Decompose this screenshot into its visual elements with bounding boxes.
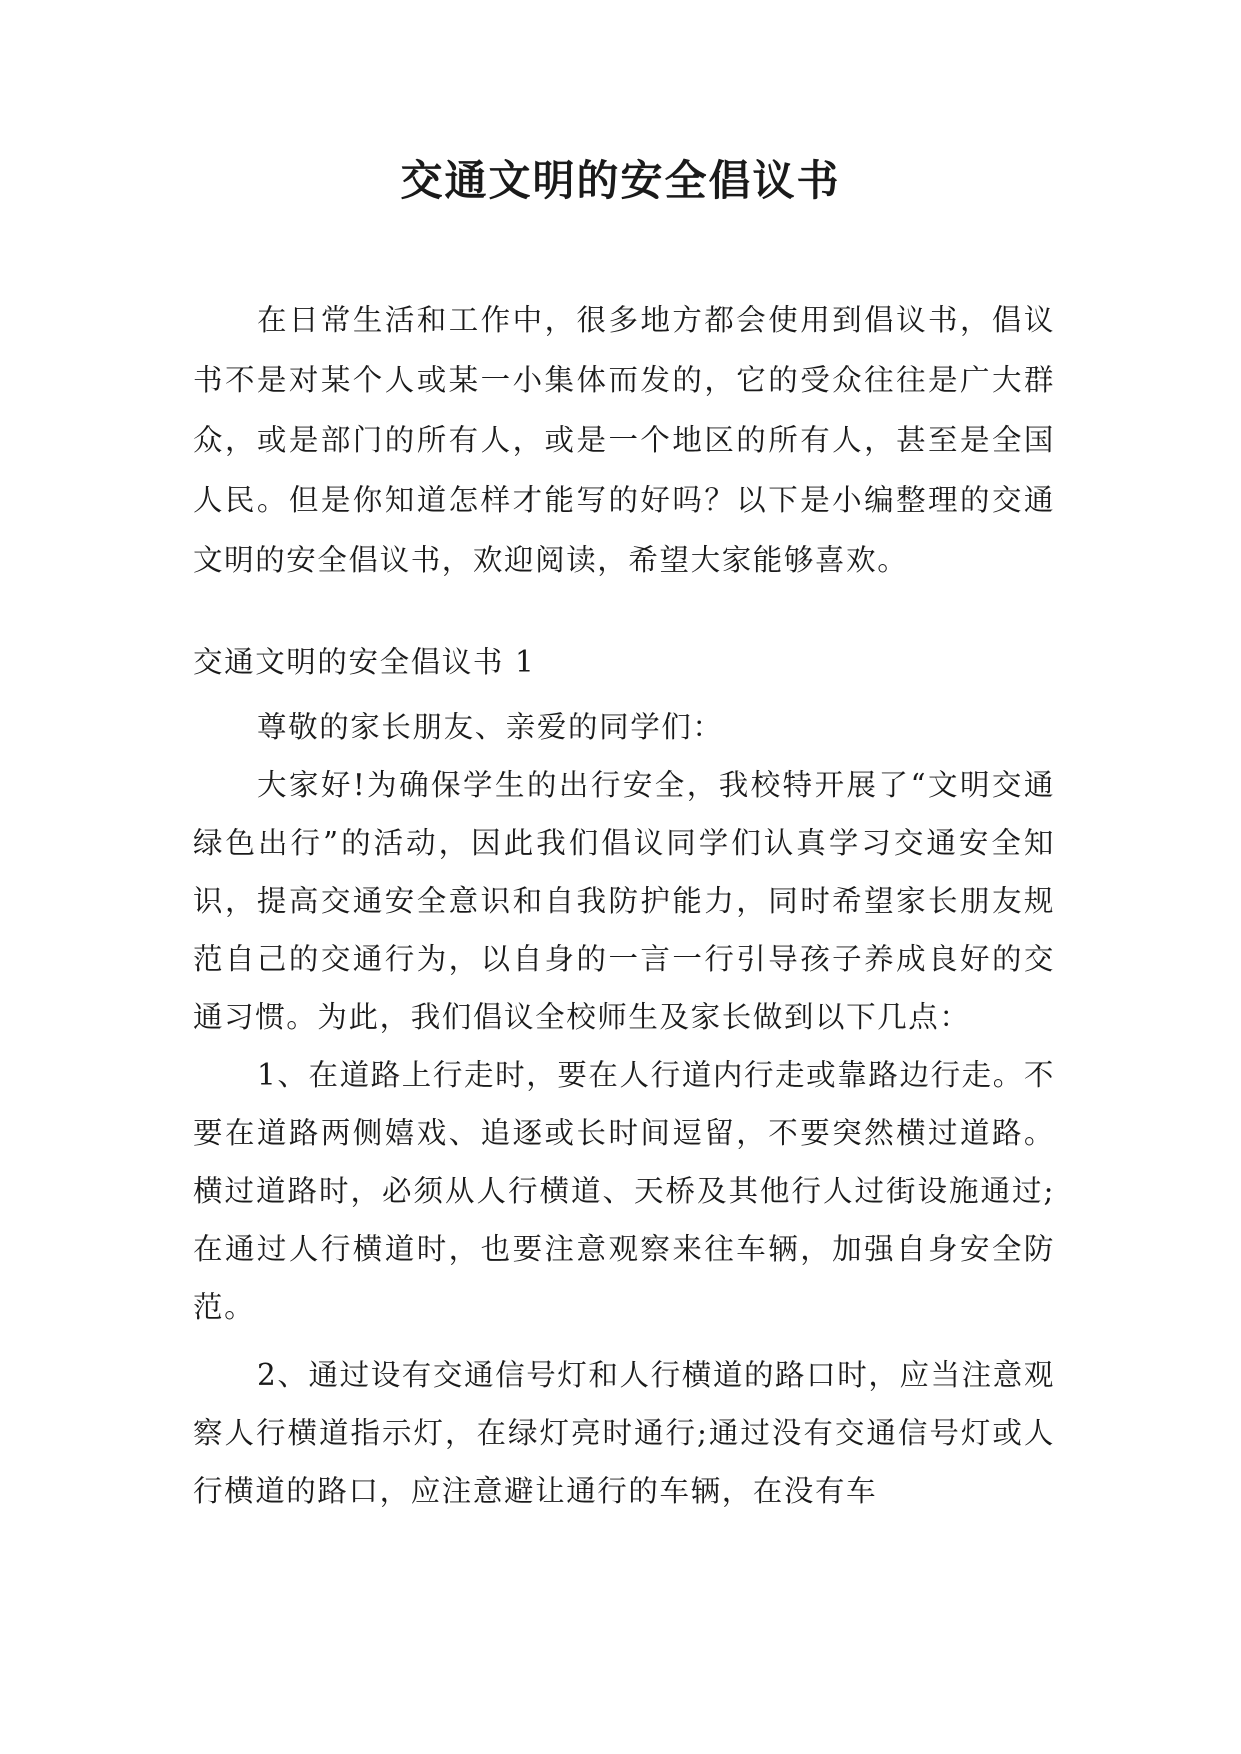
body-paragraph-opening: 大家好!为确保学生的出行安全，我校特开展了“文明交通 绿色出行”的活动，因此我们倡议同学们认真学习交通安全知识，提高交通安全意识和自我防护能力，同时希望家长朋友规范自己的交通行为，以自身的一言一行引导孩子养成良好的交通习惯。为此，我们倡议全校师生及家长做到以下几点：: [193, 768, 1055, 1034]
body-paragraph-point-1: 1、在道路上行走时，要在人行道内行走或靠路边行走。不要在道路两侧嬉戏、追逐或长时间逗留，不要突然横过道路。横过道路时，必须从人行横道、天桥及其他行人过街设施通过;在通过人行横道时，也要注意观察来往车辆，加强自身安全防范。: [193, 1058, 1055, 1324]
section-heading: 交通文明的安全倡议书 1: [193, 645, 536, 679]
document-title: 交通文明的安全倡议书: [400, 156, 841, 205]
intro-paragraph: 在日常生活和工作中，很多地方都会使用到倡议书，倡议书不是对某个人或某一小集体而发的，它的受众往往是广大群众，或是部门的所有人，或是一个地区的所有人，甚至是全国人民。但是你知道怎样才能写的好吗？以下是小编整理的交通文明的安全倡议书，欢迎阅读，希望大家能够喜欢。: [193, 303, 1055, 577]
letter-body: [193, 698, 1055, 1520]
salutation: 尊敬的家长朋友、亲爱的同学们：: [257, 710, 724, 744]
body-paragraph-point-2: 2、通过设有交通信号灯和人行横道的路口时，应当注意观察人行横道指示灯，在绿灯亮时通行;通过没有交通信号灯或人行横道的路口，应注意避让通行的车辆，在没有车: [193, 1358, 1055, 1508]
